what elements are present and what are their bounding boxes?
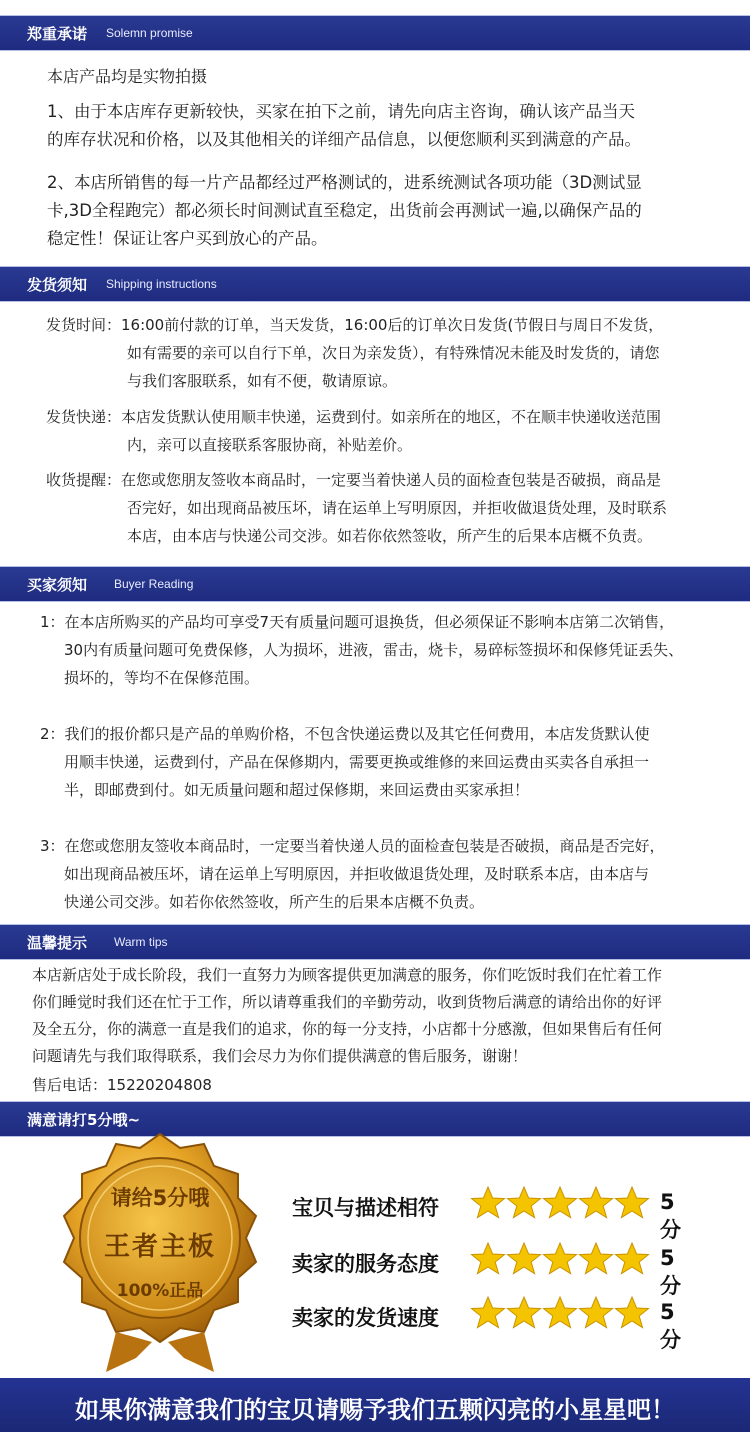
rating-label: 宝贝与描述相符 [292,1196,439,1220]
shipping-line: 发货快递：本店发货默认使用顺丰快递，运费到付。如亲所在的地区，不在顺丰快递收送范围 [46,408,662,426]
promise-line: 卡,3D全程跑完）都必须长时间测试直至稳定，出货前会再测试一遍,以确保产品的 [47,201,642,220]
promise-line: 2、本店所销售的每一片产品都经过严格测试的，进系统测试各项功能（3D测试显 [47,173,642,192]
section-title-cn: 买家须知 [27,576,88,594]
star-icon [578,1186,614,1220]
medal-line-3: 100%正品 [116,1281,204,1301]
star-icon [506,1242,542,1276]
warm-line: 你们睡觉时我们还在忙于工作，所以请尊重我们的辛勤劳动，收到货物后满意的请给出你的好评 [32,993,663,1011]
shipping-line: 如有需要的亲可以自行下单，次日为亲发货），有特殊情况未能及时发货的，请您 [127,344,660,362]
rating-label: 卖家的发货速度 [292,1306,439,1330]
shipping-line: 发货时间：16:00前付款的订单，当天发货，16:00后的订单次日发货(节假日与周日不发货， [46,316,664,334]
promise-line: 稳定性！保证让客户买到放心的产品。 [47,229,328,248]
buyer-line: 用顺丰快递，运费到付，产品在保修期内，需要更换或维修的来回运费由买卖各自承担一 [64,753,650,771]
footer-message: 如果你满意我们的宝贝请赐予我们五颗闪亮的小星星吧！ [75,1396,675,1424]
section-title-en: Shipping instructions [106,277,217,291]
medal-line-2: 王者主板 [103,1232,216,1262]
buyer-line: 损坏的，等均不在保修范围。 [64,669,260,687]
shipping-line: 本店，由本店与快递公司交涉。如若你依然签收，所产生的后果本店概不负责。 [127,527,653,545]
rating-score: 5分 [660,1246,681,1298]
section-title-en: Solemn promise [106,26,193,40]
gold-medal-badge [56,1132,264,1378]
section-header-promise [0,15,750,51]
star-icon [506,1296,542,1330]
medal-line-1: 请给5分哦 [110,1186,210,1210]
section-header-shipping [0,266,750,302]
buyer-line: 3：在您或您朋友签收本商品时，一定要当着快递人员的面检查包装是否破损，商品是否完好， [40,837,665,855]
section-title-cn: 发货须知 [27,276,88,294]
star-icon [542,1186,578,1220]
after-sales-phone: 售后电话：15220204808 [32,1076,212,1094]
star-icon [470,1296,506,1330]
star-icon [470,1186,506,1220]
star-icon [578,1296,614,1330]
star-icon [614,1296,650,1330]
warm-line: 本店新店处于成长阶段，我们一直努力为顾客提供更加满意的服务，你们吃饭时我们在忙着工作 [32,966,663,984]
shipping-line: 内，亲可以直接联系客服协商，补贴差价。 [127,436,413,454]
section-header-buyer [0,566,750,602]
star-icon [578,1242,614,1276]
star-icon [614,1242,650,1276]
section-title-cn: 满意请打5分哦~ [27,1111,141,1129]
buyer-line: 30内有质量问题可免费保修，人为损坏，进液，雷击，烧卡，易碎标签损坏和保修凭证丢失、 [64,641,684,659]
star-icon [542,1296,578,1330]
shipping-line: 收货提醒：在您或您朋友签收本商品时，一定要当着快递人员的面检查包装是否破损，商品是 [46,471,662,489]
star-icon [614,1186,650,1220]
buyer-line: 1：在本店所购买的产品均可享受7天有质量问题可退换货，但必须保证不影响本店第二次销售， [40,613,675,631]
section-title-cn: 郑重承诺 [27,25,88,43]
buyer-line: 半，即邮费到付。如无质量问题和超过保修期，来回运费由买家承担！ [64,781,530,799]
section-header-warm [0,924,750,960]
section-title-cn: 温馨提示 [27,934,88,952]
star-icon [506,1186,542,1220]
section-title-en: Buyer Reading [114,577,194,591]
rating-label: 卖家的服务态度 [292,1252,439,1276]
footer-banner [0,1378,750,1432]
warm-line: 及全五分，你的满意一直是我们的追求，你的每一分支持，小店都十分感激，但如果售后有任何 [32,1020,663,1038]
star-icon [542,1242,578,1276]
warm-line: 问题请先与我们取得联系，我们会尽力为你们提供满意的售后服务，谢谢！ [32,1047,528,1065]
buyer-line: 快递公司交涉。如若你依然签收，所产生的后果本店概不负责。 [64,893,485,911]
buyer-line: 2：我们的报价都只是产品的单购价格，不包含快递运费以及其它任何费用，本店发货默认使 [40,725,650,743]
shipping-line: 否完好，如出现商品被压坏，请在运单上写明原因，并拒收做退货处理，及时联系 [127,499,668,517]
rating-score: 5分 [660,1190,681,1242]
buyer-line: 如出现商品被压坏，请在运单上写明原因，并拒收做退货处理，及时联系本店，由本店与 [64,865,650,883]
star-icon [470,1242,506,1276]
promise-line: 的库存状况和价格，以及其他相关的详细产品信息，以便您顺利买到满意的产品。 [47,130,641,149]
section-title-en: Warm tips [114,935,168,949]
promise-line: 本店产品均是实物拍摄 [47,67,208,86]
rating-score: 5分 [660,1300,681,1352]
promise-line: 1、由于本店库存更新较快，买家在拍下之前，请先向店主咨询，确认该产品当天 [47,102,635,121]
shipping-line: 与我们客服联系，如有不便，敬请原谅。 [127,372,398,390]
